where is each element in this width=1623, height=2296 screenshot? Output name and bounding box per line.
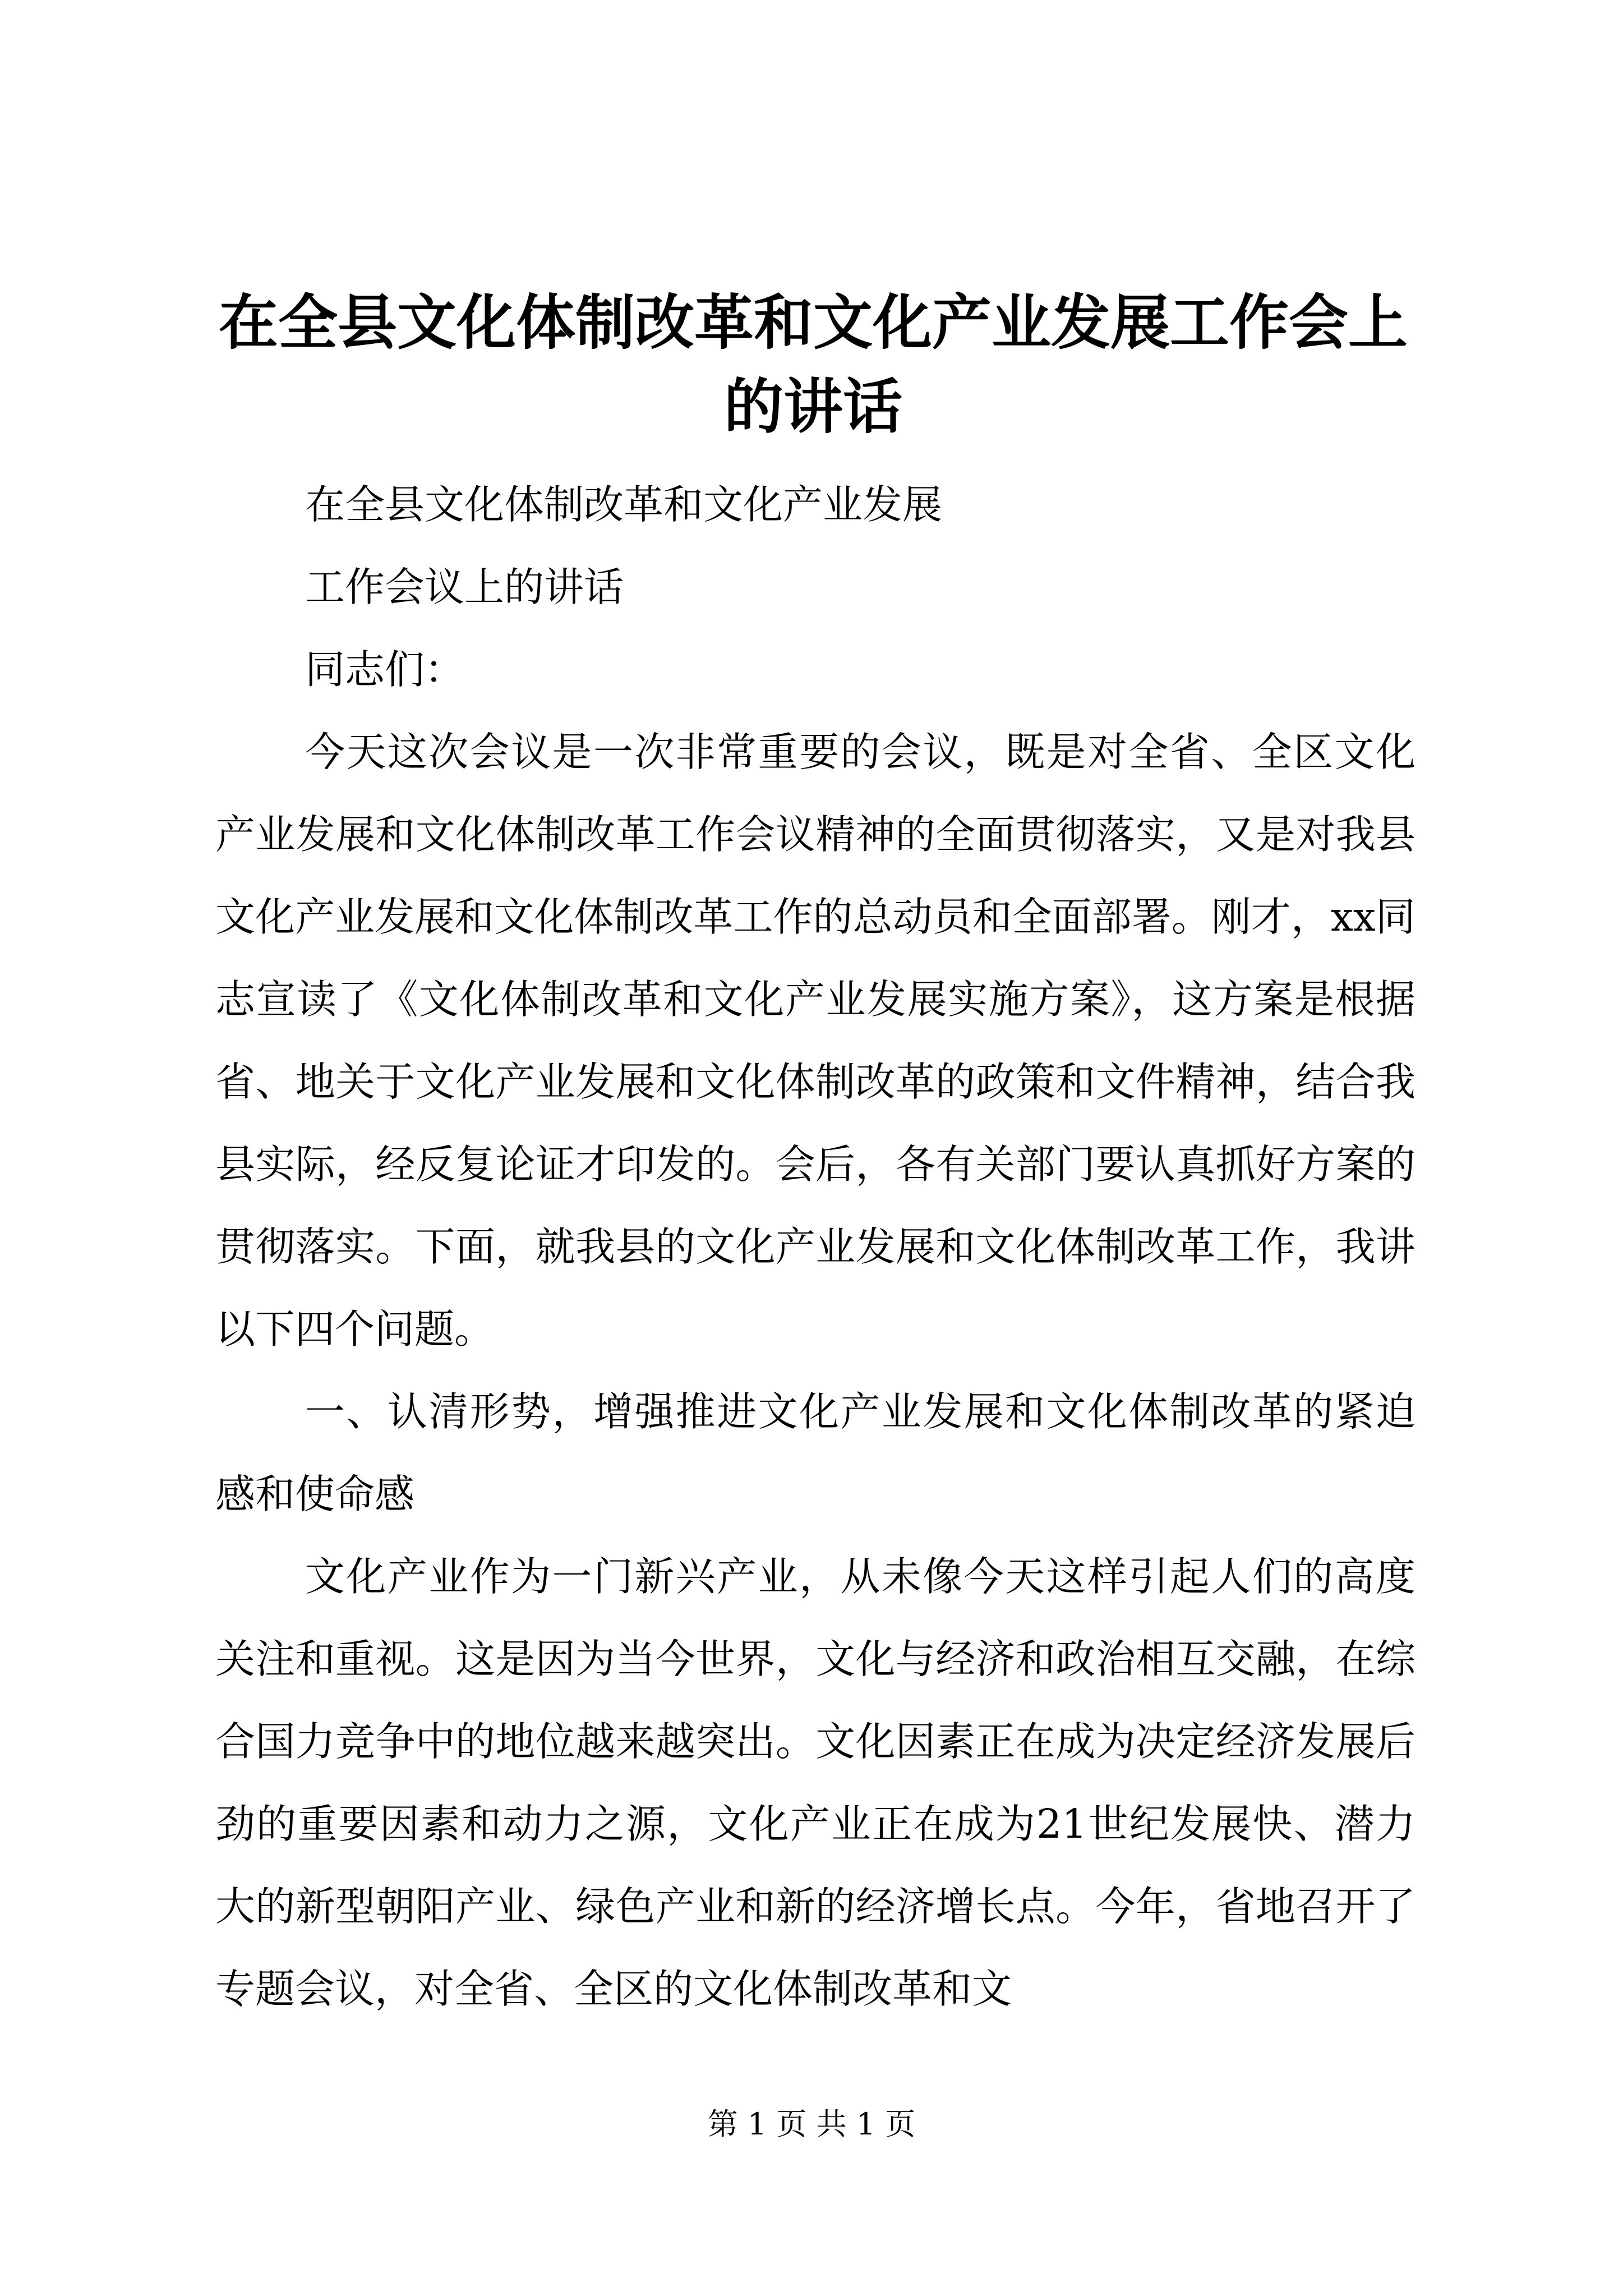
document-title: 在全县文化体制改革和文化产业发展工作会上的讲话 bbox=[219, 287, 1408, 441]
subtitle-line-1: 在全县文化体制改革和文化产业发展 bbox=[305, 481, 943, 528]
document-body bbox=[215, 463, 1415, 2030]
intro-paragraph: 今天这次会议是一次非常重要的会议，既是对全省、全区文化产业发展和文化体制改革工作会议精神的全面贯彻落实，又是对我县文化产业发展和文化体制改革工作的总动员和全面部署。刚才，xx同志宣读了《文化体制改革和文化产业发展实施方案》，这方案是根据省、地关于文化产业发展和文化体制改革的政策和文件精神，结合我县实际，经反复论证才印发的。会后，各有关部门要认真抓好方案的贯彻落实。下面，就我县的文化产业发展和文化体制改革工作，我讲以下四个问题。 bbox=[215, 729, 1415, 1352]
section-heading-1: 一、认清形势，增强推进文化产业发展和文化体制改革的紧迫感和使命感 bbox=[215, 1388, 1415, 1517]
subtitle-line-2: 工作会议上的讲话 bbox=[305, 564, 624, 610]
page-number-footer: 第 1 页 共 1 页 bbox=[707, 2106, 916, 2142]
section-1-paragraph: 文化产业作为一门新兴产业，从未像今天这样引起人们的高度关注和重视。这是因为当今世界，文化与经济和政治相互交融，在综合国力竞争中的地位越来越突出。文化因素正在成为决定经济发展后劲的重要因素和动力之源，文化产业正在成为21世纪发展快、潜力大的新型朝阳产业、绿色产业和新的经济增长点。今年，省地召开了专题会议，对全省、全区的文化体制改革和文 bbox=[215, 1553, 1415, 2012]
salutation: 同志们： bbox=[305, 646, 465, 693]
